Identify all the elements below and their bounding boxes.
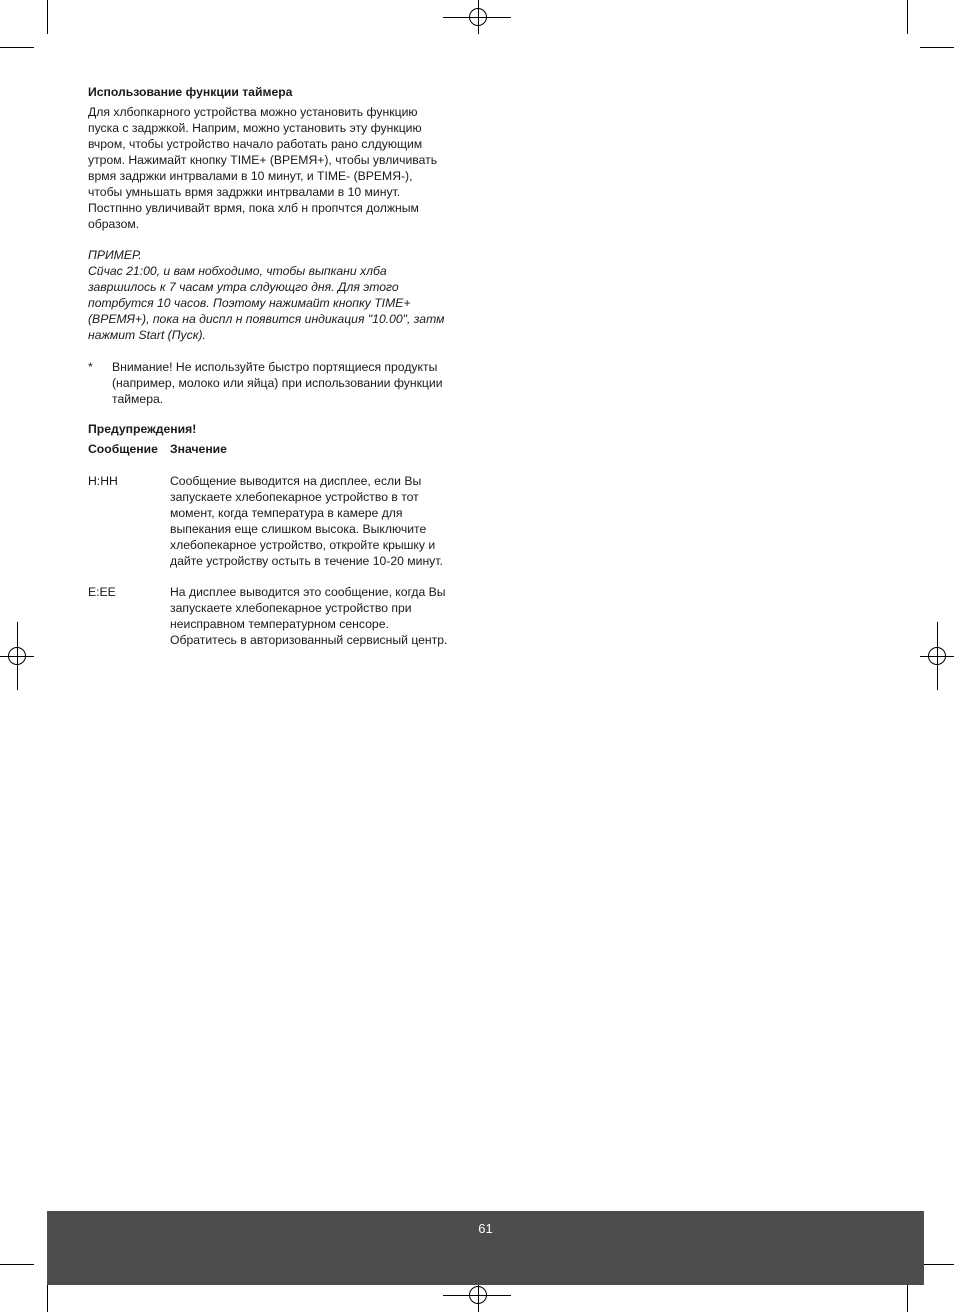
- warning-code: E:EE: [88, 585, 116, 599]
- crop-mark: [920, 1264, 954, 1265]
- page-number: 61: [478, 1221, 493, 1236]
- warning-text: На дисплее выводится это сообщение, когда Вы запускаете хлебопекарное устройство при неисправном температурном сенсоре. Обратитесь в авторизованный сервисный центр.: [170, 585, 448, 647]
- section-body: Для хлбопкарного устройства можно установить функцию пуска с задржкой. Наприм, можно установить эту функцию вчром, чтобы устройство начало работать рано слдующим утром. Нажимайт кнопку TIME+ (ВРЕМЯ+), чтобы увличивать врмя задржки интрвалами в 10 минут, и TIME- (ВРЕМЯ-), чтобы умньшать врмя задржки интрвалами в 10 минут. Постпнно увличивайт врмя, пока хлб н пропчтся должным образом.: [88, 105, 438, 231]
- crop-mark: [0, 47, 34, 48]
- page-footer: [47, 1211, 924, 1285]
- crop-mark: [47, 0, 48, 34]
- note: [88, 359, 478, 407]
- header-meaning: Значение: [170, 442, 227, 456]
- registration-line: [478, 0, 479, 34]
- warnings-table-header: [88, 441, 478, 457]
- warnings-row: [88, 584, 478, 648]
- note-text: Внимание! Не используйте быстро портящиеся продукты (например, молоко или яйца) при использовании функции таймера.: [112, 360, 443, 406]
- registration-line: [443, 1295, 511, 1296]
- crop-mark: [0, 1264, 34, 1265]
- warning-code: H:HH: [88, 474, 118, 488]
- example-body: Сйчас 21:00, и вам нобходимо, чтобы выпкани хлба завршилось к 7 часам утра слдующго дня. Для этого потрбутся 10 часов. Поэтому нажимайт кнопку TIME+ (ВРЕМЯ+), пока на диспл н появится индикация "10.00", затм нажмит Start (Пуск).: [88, 264, 445, 342]
- example-title: ПРИМЕР.: [88, 248, 142, 262]
- warning-text: Сообщение выводится на дисплее, если Вы запускаете хлебопекарное устройство в тот момент, когда температура в камере для выпекания еще слишком высока. Выключите хлебопекарное устройство, откройте крышку и дайте устройству остыть в течение 10-20 минут.: [170, 474, 443, 568]
- crop-mark: [907, 0, 908, 34]
- warnings-title: Предупреждения!: [88, 422, 197, 436]
- section-title: Использование функции таймера: [88, 85, 293, 99]
- warnings-row: [88, 473, 478, 569]
- registration-line: [937, 622, 938, 690]
- note-bullet: *: [88, 360, 93, 374]
- registration-line: [443, 17, 511, 18]
- crop-mark: [920, 47, 954, 48]
- registration-line: [17, 622, 18, 690]
- document-body: [88, 84, 478, 648]
- header-message: Сообщение: [88, 442, 158, 456]
